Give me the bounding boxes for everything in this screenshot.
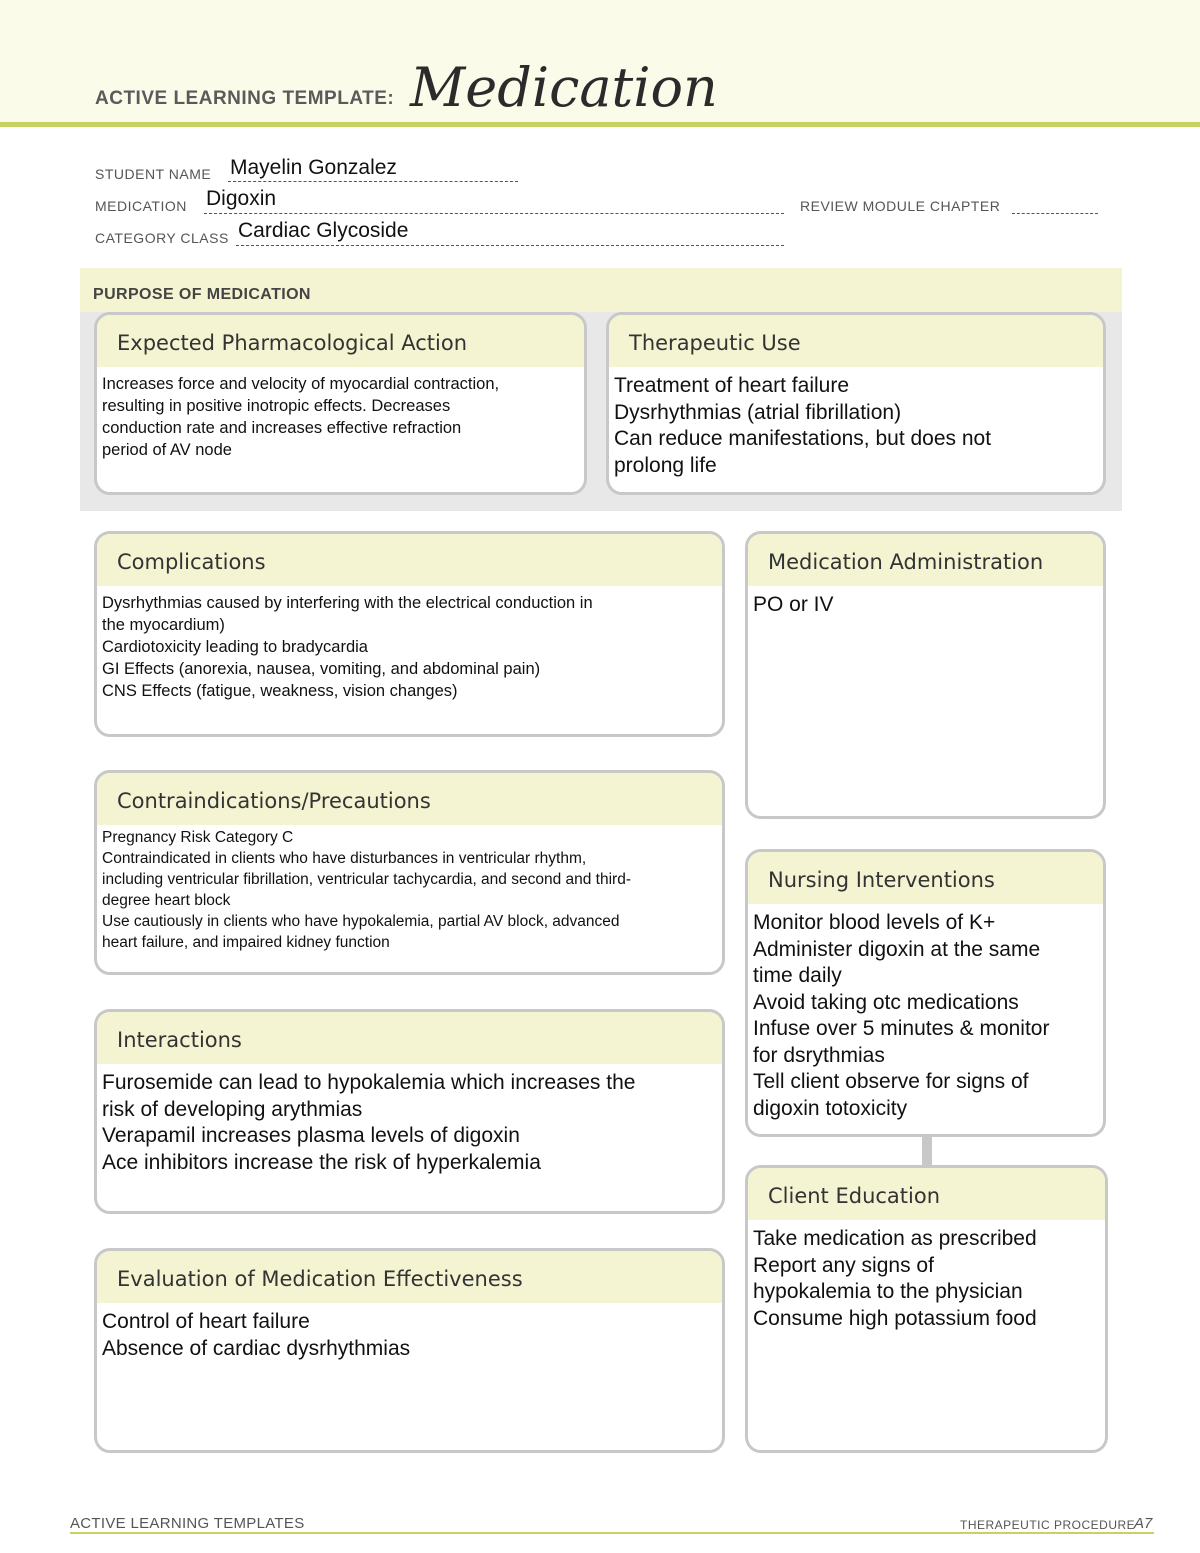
therapeutic-use-title: Therapeutic Use [629,331,801,355]
text-line: Contraindicated in clients who have disturbances in ventricular rhythm, [102,850,587,867]
therapeutic-use-body[interactable] [609,367,1103,479]
box-connector [922,1136,932,1166]
template-label: ACTIVE LEARNING TEMPLATE: [95,88,395,109]
purpose-title: PURPOSE OF MEDICATION [93,286,311,303]
text-line: resulting in positive inotropic effects. Decreases [102,397,451,415]
review-module-label: REVIEW MODULE CHAPTER [800,198,1001,214]
evaluation-body[interactable] [97,1303,722,1362]
text-line: time daily [753,964,842,987]
footer-rule [70,1532,1154,1534]
expected-action-title: Expected Pharmacological Action [117,331,468,355]
text-line: degree heart block [102,892,231,909]
medication-administration-body[interactable] [748,586,1103,619]
template-title: Medication [410,56,718,119]
text-line: Cardiotoxicity leading to bradycardia [102,638,368,656]
category-class-label: CATEGORY CLASS [95,230,229,246]
contraindications-header [97,773,722,825]
medication-value[interactable]: Digoxin [206,187,277,210]
interactions-box [94,1009,725,1214]
medication-underline [204,213,784,214]
text-line: PO or IV [753,593,834,616]
text-line: CNS Effects (fatigue, weakness, vision changes) [102,682,458,700]
category-class-value[interactable]: Cardiac Glycoside [238,219,409,242]
text-line: hypokalemia to the physician [753,1280,1023,1303]
footer-left-label: ACTIVE LEARNING TEMPLATES [70,1515,305,1532]
complications-title: Complications [117,550,266,574]
contraindications-box [94,770,725,975]
nursing-interventions-header [748,852,1103,904]
interactions-header [97,1012,722,1064]
evaluation-header [97,1251,722,1303]
text-line: Take medication as prescribed [753,1227,1037,1250]
text-line: risk of developing arythmias [102,1097,363,1121]
evaluation-title: Evaluation of Medication Effectiveness [117,1267,523,1291]
client-education-body[interactable] [748,1220,1105,1332]
text-line: Verapamil increases plasma levels of digoxin [102,1124,520,1147]
interactions-title: Interactions [117,1028,242,1052]
complications-header [97,534,722,586]
nursing-interventions-box [745,849,1106,1137]
text-line: GI Effects (anorexia, nausea, vomiting, and abdominal pain) [102,660,541,678]
text-line: Pregnancy Risk Category C [102,829,294,846]
medication-label: MEDICATION [95,198,187,214]
text-line: Infuse over 5 minutes & monitor [753,1017,1050,1040]
medication-administration-header [748,534,1103,586]
interactions-body[interactable] [97,1064,722,1176]
text-line: Avoid taking otc medications [753,990,1019,1014]
complications-box [94,531,725,737]
review-module-underline[interactable] [1012,213,1098,214]
student-name-value[interactable]: Mayelin Gonzalez [230,156,397,179]
expected-action-header [97,315,584,367]
contraindications-body[interactable] [97,825,722,953]
client-education-title: Client Education [768,1184,941,1208]
text-line: Dysrhythmias (atrial fibrillation) [614,400,902,424]
text-line: Administer digoxin at the same [753,937,1041,961]
text-line: Absence of cardiac dysrhythmias [102,1336,411,1360]
text-line: Dysrhythmias caused by interfering with the electrical conduction in [102,594,593,612]
text-line: for dsrythmias [753,1043,885,1067]
expected-action-body[interactable] [97,367,584,461]
complications-body[interactable] [97,586,722,702]
text-line: Increases force and velocity of myocardial contraction, [102,375,500,393]
text-line: the myocardium) [102,616,225,634]
student-name-underline [228,181,518,182]
nursing-interventions-body[interactable] [748,904,1103,1122]
student-name-label: STUDENT NAME [95,166,212,182]
text-line: Monitor blood levels of K+ [753,911,996,934]
text-line: Can reduce manifestations, but does not [614,427,992,450]
text-line: digoxin totoxicity [753,1096,908,1120]
contraindications-title: Contraindications/Precautions [117,789,431,813]
evaluation-box [94,1248,725,1453]
text-line: including ventricular fibrillation, ventricular tachycardia, and second and third- [102,871,631,888]
therapeutic-use-box [606,312,1106,495]
text-line: Report any signs of [753,1253,934,1277]
client-education-header [748,1168,1105,1220]
medication-administration-title: Medication Administration [768,550,1044,574]
text-line: conduction rate and increases effective refraction [102,419,462,437]
text-line: Control of heart failure [102,1310,310,1333]
header-rule [0,122,1200,127]
nursing-interventions-title: Nursing Interventions [768,868,995,892]
text-line: Treatment of heart failure [614,374,849,397]
text-line: Use cautiously in clients who have hypokalemia, partial AV block, advanced [102,913,620,930]
client-education-box [745,1165,1108,1453]
text-line: Consume high potassium food [753,1306,1037,1330]
text-line: Tell client observe for signs of [753,1070,1029,1093]
category-class-underline [236,245,784,246]
text-line: Furosemide can lead to hypokalemia which increases the [102,1071,636,1094]
expected-action-box [94,312,587,495]
text-line: period of AV node [102,441,232,459]
medication-administration-box [745,531,1106,819]
text-line: Ace inhibitors increase the risk of hyperkalemia [102,1150,541,1174]
footer-right-label: THERAPEUTIC PROCEDURE [960,1518,1136,1532]
text-line: prolong life [614,453,717,477]
text-line: heart failure, and impaired kidney function [102,934,390,951]
therapeutic-use-header [609,315,1103,367]
footer-page-number: A7 [1134,1515,1153,1532]
